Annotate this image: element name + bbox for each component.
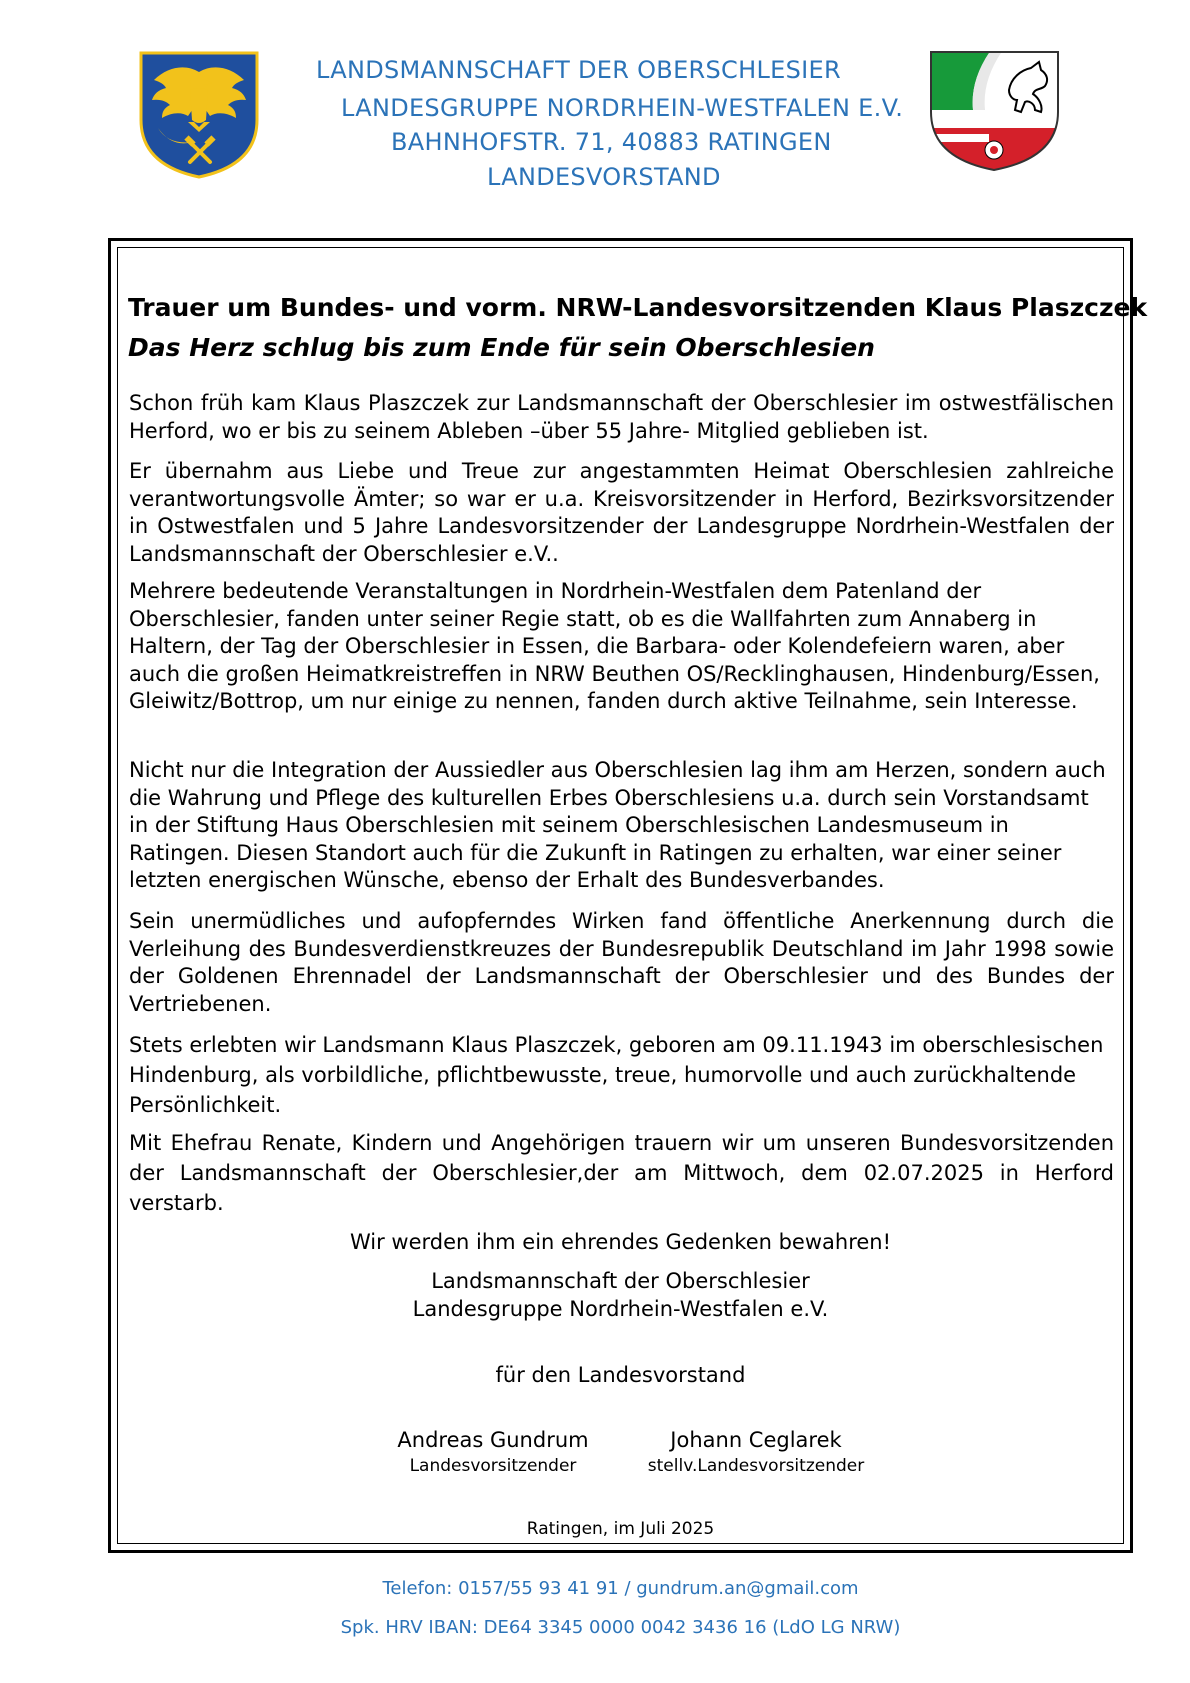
org-address: BAHNHOFSTR. 71, 40883 RATINGEN xyxy=(391,128,832,156)
article-title: Trauer um Bundes- und vorm. NRW-Landesvorsitzenden Klaus Plaszczek xyxy=(128,293,1148,322)
signing-org-line-2: Landesgruppe Nordrhein-Westfalen e.V. xyxy=(412,1297,829,1321)
article-subtitle: Das Herz schlug bis zum Ende für sein Oberschlesien xyxy=(128,333,875,362)
signer-role: stellv.Landesvorsitzender xyxy=(647,1456,865,1476)
closing-sentence: Wir werden ihm ein ehrendes Gedenken bewahren! xyxy=(349,1230,892,1254)
signature-block-2 xyxy=(636,1428,876,1476)
footer-contact: Telefon: 0157/55 93 41 91 / gundrum.an@gmail.com xyxy=(382,1578,859,1599)
paragraph-1: Schon früh kam Klaus Plaszczek zur Landsmannschaft der Oberschlesier im ostwestfälischen Herford, wo er bis zu seinem Ableben –über 55 Jahre- Mitglied geblieben ist. xyxy=(129,391,1114,443)
signer-role: Landesvorsitzender xyxy=(409,1456,577,1476)
letterhead xyxy=(0,0,1190,230)
upper-silesia-eagle-icon xyxy=(138,50,260,180)
signer-name: Johann Ceglarek xyxy=(670,1428,842,1452)
for-board-line: für den Landesvorstand xyxy=(495,1363,746,1387)
paragraph-2: Er übernahm aus Liebe und Treue zur angestammten Heimat Oberschlesien zahlreiche verantwortungsvolle Ämter; so war er u.a. Kreisvorsitzender in Herford, Bezirksvorsitzender in Ostwestfalen und 5 Jahre Landesvorsitzender der Landesgruppe Nordrhein-Westfalen der Landsmannschaft der Oberschlesier e.V.. xyxy=(129,459,1114,566)
org-board: LANDESVORSTAND xyxy=(487,163,721,191)
place-date: Ratingen, im Juli 2025 xyxy=(526,1519,715,1539)
paragraph-7: Mit Ehefrau Renate, Kindern und Angehörigen trauern wir um unseren Bundesvorsitzenden der Landsmannschaft der Oberschlesier,der am Mittwoch, dem 02.07.2025 in Herford verstarb. xyxy=(129,1131,1114,1215)
footer-bank: Spk. HRV IBAN: DE64 3345 0000 0042 3436 16 (LdO LG NRW) xyxy=(340,1617,901,1638)
paragraph-6: Stets erlebten wir Landsmann Klaus Plaszczek, geboren am 09.11.1943 im oberschlesischen Hindenburg, als vorbildliche, pflichtbewusste, treue, humorvolle und auch zurückhaltende Persönlichkeit. xyxy=(129,1033,1104,1117)
signer-name: Andreas Gundrum xyxy=(397,1428,589,1452)
nrw-coat-of-arms-icon xyxy=(929,50,1060,172)
signing-org-line-1: Landsmannschaft der Oberschlesier xyxy=(431,1269,810,1293)
org-group: LANDESGRUPPE NORDRHEIN-WESTFALEN E.V. xyxy=(341,94,904,122)
paragraph-3: Mehrere bedeutende Veranstaltungen in Nordrhein-Westfalen dem Patenland der Oberschlesier, fanden unter seiner Regie statt, ob es die Wallfahrten zum Annaberg in Haltern, der Tag der Oberschlesier in Essen, die Barbara- oder Kolendefeiern waren, aber auch die großen Heimatkreistreffen in NRW Beuthen OS/Recklinghausen, Hindenburg/Essen, Gleiwitz/Bottrop, um nur einige zu nennen, fanden durch aktive Teilnahme, sein Interesse. xyxy=(129,579,1100,713)
paragraph-4: Nicht nur die Integration der Aussiedler aus Oberschlesien lag ihm am Herzen, sondern auch die Wahrung und Pflege des kulturellen Erbes Oberschlesiens u.a. durch sein Vorstandsamt in der Stiftung Haus Oberschlesien mit seinem Oberschlesischen Landesmuseum in Ratingen. Diesen Standort auch für die Zukunft in Ratingen zu erhalten, war einer seiner letzten energischen Wünsche, ebenso der Erhalt des Bundesverbandes. xyxy=(129,758,1106,892)
signature-block-1 xyxy=(393,1428,593,1476)
paragraph-5: Sein unermüdliches und aufopferndes Wirken fand öffentliche Anerkennung durch die Verleihung des Bundesverdienstkreuzes der Bundesrepublik Deutschland im Jahr 1998 sowie der Goldenen Ehrennadel der Landsmannschaft der Oberschlesier und des Bundes der Vertriebenen. xyxy=(129,909,1114,1016)
org-name: LANDSMANNSCHAFT DER OBERSCHLESIER xyxy=(316,56,841,84)
